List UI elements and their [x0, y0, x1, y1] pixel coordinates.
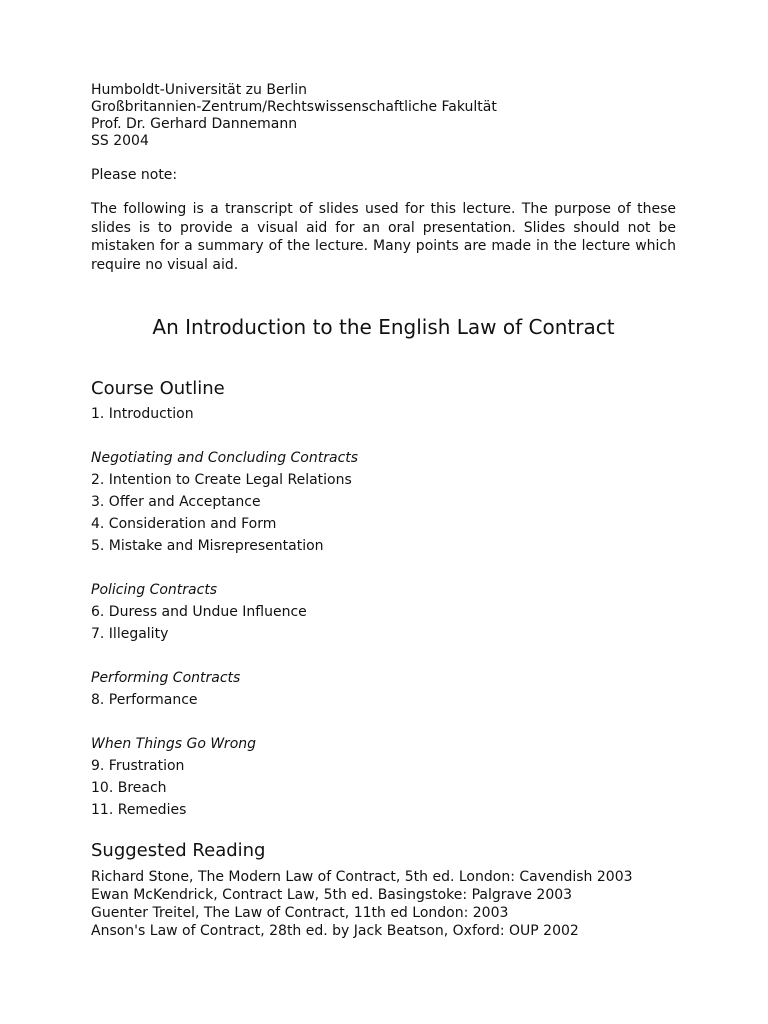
outline-item: 11. Remedies: [91, 802, 187, 818]
faculty-name: Großbritannien-Zentrum/Rechtswissenschaftliche Fakultät: [91, 99, 497, 115]
outline-item: 1. Introduction: [91, 406, 194, 422]
university-name: Humboldt-Universität zu Berlin: [91, 82, 307, 98]
note-body: The following is a transcript of slides used for this lecture. The purpose of these slides is to provide a visual aid for an oral presentation. Slides should not be mistaken for a summary of the lecture. Many points are made in the lecture which require no visual aid.: [91, 201, 676, 273]
outline-group-title: When Things Go Wrong: [91, 736, 257, 752]
suggested-reading-list: [91, 868, 676, 940]
outline-item: 8. Performance: [91, 692, 198, 708]
outline-group-title: Policing Contracts: [91, 582, 218, 598]
outline-group-title: Performing Contracts: [91, 670, 241, 686]
document-page: [91, 82, 676, 940]
note-label: Please note:: [91, 167, 178, 183]
suggested-reading-heading: Suggested Reading: [91, 840, 266, 861]
outline-group-things-go-wrong: [91, 733, 676, 821]
outline-group-title: Negotiating and Concluding Contracts: [91, 450, 359, 466]
reading-item: Ewan McKendrick, Contract Law, 5th ed. Basingstoke: Palgrave 2003: [91, 887, 573, 903]
outline-item: 10. Breach: [91, 780, 167, 796]
reading-item: Guenter Treitel, The Law of Contract, 11th ed London: 2003: [91, 905, 509, 921]
outline-group-introduction: [91, 403, 676, 425]
course-outline: [91, 403, 676, 821]
reading-item: Richard Stone, The Modern Law of Contract, 5th ed. London: Cavendish 2003: [91, 869, 633, 885]
document-header: [91, 82, 676, 150]
outline-item: 4. Consideration and Form: [91, 516, 277, 532]
outline-item: 3. Offer and Acceptance: [91, 494, 261, 510]
outline-item: 2. Intention to Create Legal Relations: [91, 472, 352, 488]
outline-item: 6. Duress and Undue Influence: [91, 604, 307, 620]
outline-item: 9. Frustration: [91, 758, 185, 774]
semester: SS 2004: [91, 133, 149, 149]
outline-group-performing: [91, 667, 676, 711]
document-title: An Introduction to the English Law of Contract: [152, 315, 615, 339]
outline-group-negotiating: [91, 447, 676, 557]
lecturer-name: Prof. Dr. Gerhard Dannemann: [91, 116, 298, 132]
reading-item: Anson's Law of Contract, 28th ed. by Jack Beatson, Oxford: OUP 2002: [91, 923, 579, 939]
outline-item: 5. Mistake and Misrepresentation: [91, 538, 324, 554]
outline-item: 7. Illegality: [91, 626, 169, 642]
course-outline-heading: Course Outline: [91, 378, 225, 399]
outline-group-policing: [91, 579, 676, 645]
